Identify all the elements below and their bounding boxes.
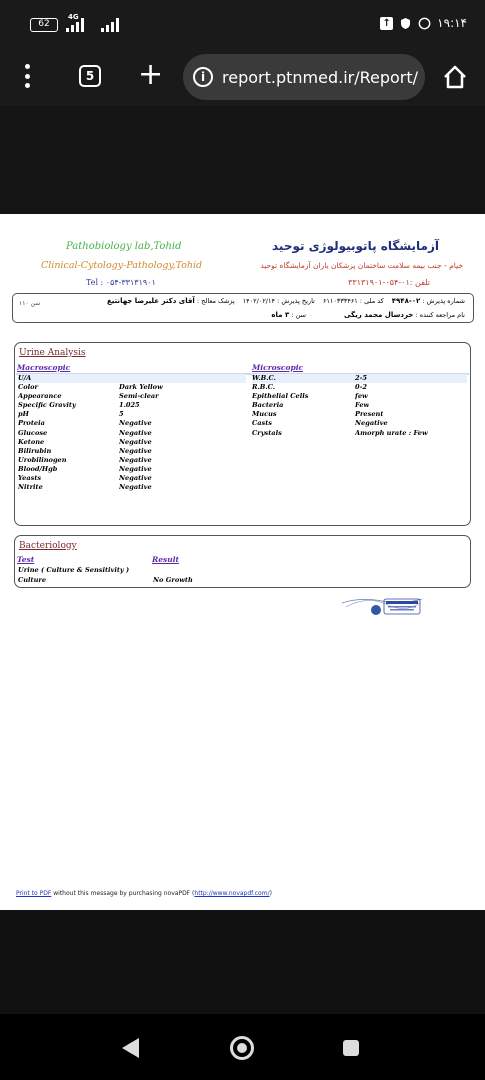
test-name: Epithelial Cells (252, 392, 309, 401)
shield-icon (399, 17, 412, 30)
test-name: Urine ( Culture & Sensitivity ) (18, 566, 130, 574)
status-right (380, 16, 467, 30)
test-name: Bilirubin (18, 446, 52, 455)
test-value: Few (355, 401, 370, 410)
lab-name-en: Pathobiology lab,Tohid (66, 241, 182, 252)
result-row (252, 429, 467, 438)
result-row (18, 576, 458, 586)
info-icon[interactable]: i (193, 67, 213, 87)
result-row (18, 419, 246, 428)
network-type: 4G (68, 13, 79, 21)
result-row (18, 447, 246, 456)
url-bar[interactable] (183, 54, 425, 100)
test-header: Test (17, 555, 35, 564)
back-icon[interactable] (122, 1038, 139, 1058)
new-tab-button[interactable]: + (138, 57, 164, 92)
bacteriology-rows (18, 566, 458, 585)
result-row (252, 401, 467, 410)
result-row (18, 401, 246, 410)
test-name: Crystals (252, 428, 282, 437)
microscopic-title: Microscopic (252, 363, 304, 372)
age-left-label: سن ۱۱۰ (19, 300, 41, 307)
clock: ۱۹:۱۴ (437, 16, 467, 30)
novapdf-link[interactable]: http://www.novapdf.com/ (194, 890, 270, 897)
microscopic-rows (252, 374, 467, 438)
urine-analysis-section (14, 342, 471, 526)
url-text[interactable]: report.ptnmed.ir/Report/ (222, 67, 419, 87)
result-row (252, 383, 467, 392)
result-row (18, 483, 246, 492)
signal-icon (66, 18, 84, 32)
home-circle-icon[interactable] (230, 1036, 254, 1060)
test-value: No Growth (153, 575, 193, 584)
patient-row-1 (107, 297, 465, 305)
bacteriology-title: Bacteriology (19, 541, 77, 551)
lab-name-fa: آزمایشگاه پاتوبیولوژی توحید (271, 239, 439, 253)
menu-dots-icon[interactable] (22, 64, 32, 88)
whatsapp-icon (418, 17, 431, 30)
status-bar (0, 0, 485, 48)
result-row (18, 438, 246, 447)
test-value: Dark Yellow (119, 383, 163, 392)
result-row (252, 410, 467, 419)
system-nav-bar (0, 1014, 485, 1080)
test-value: Negative (119, 474, 152, 483)
test-name: R.B.C. (252, 383, 276, 392)
age-field: سن : ۳ ماه (271, 311, 306, 319)
test-name: Proteia (18, 419, 45, 428)
physician-field: پزشک معالج : آقای دکتر علیرضا جهانتیغ (106, 297, 235, 305)
national-id-field: کد ملی : ۶۱۱۰۳۳۳۴۶۱ (322, 297, 384, 305)
test-name: Yeasts (18, 474, 42, 483)
test-value: Semi-clear (119, 392, 159, 401)
result-row (18, 374, 246, 383)
test-value: few (355, 392, 368, 401)
test-value: Negative (119, 455, 152, 464)
bacteriology-section (14, 535, 471, 588)
test-value: Negative (119, 464, 152, 473)
test-value: Negative (119, 437, 152, 446)
test-name: pH (18, 410, 29, 419)
test-name: Glucose (18, 428, 48, 437)
date-field: تاریخ پذیرش : ۱۴۰۲/۰۲/۱۴ (242, 297, 315, 305)
admission-field: شماره پذیرش : ۰۲-۴۹۴۸ (391, 297, 465, 305)
test-value: 1.025 (119, 401, 140, 410)
test-name: Casts (252, 419, 272, 428)
result-row (18, 383, 246, 392)
test-name: Specific Gravity (18, 401, 76, 410)
battery-icon (30, 18, 58, 32)
result-row (252, 374, 467, 383)
result-row (18, 465, 246, 474)
lab-stamp (340, 593, 424, 621)
test-value: Negative (355, 419, 388, 428)
test-name: Culture (18, 575, 47, 584)
result-row (18, 566, 458, 576)
test-value: Amorph urate : Few (355, 428, 428, 437)
test-value: 0-2 (355, 383, 367, 392)
patient-row-2 (271, 311, 465, 319)
macroscopic-title: Macroscopic (17, 363, 71, 372)
patient-info-box (12, 293, 474, 323)
battery-level: 62 (38, 19, 50, 29)
test-name: Blood/Hgb (18, 464, 58, 473)
page-bottom-gap (0, 910, 485, 1014)
test-value: Negative (119, 428, 152, 437)
test-name: Nitrite (18, 483, 43, 492)
footer-middle-text: without this message by purchasing novaPDF ( (51, 890, 195, 897)
result-row (18, 429, 246, 438)
result-row (252, 392, 467, 401)
test-name: Appearance (18, 392, 62, 401)
result-row (18, 392, 246, 401)
print-to-pdf-link[interactable]: Print to PDF (16, 890, 52, 897)
result-header: Result (152, 555, 179, 564)
test-value: Negative (119, 419, 152, 428)
test-name: Ketone (18, 437, 45, 446)
browser-toolbar (0, 48, 485, 106)
test-name: U/A (18, 374, 32, 382)
upload-icon: ↑ (380, 17, 393, 30)
macroscopic-rows (18, 374, 246, 492)
test-value: Negative (119, 446, 152, 455)
signal-sim2-icon (101, 18, 119, 32)
patient-name-field: نام مراجعه کننده : خردسال محمد ریگی (343, 311, 465, 319)
test-value: Negative (119, 483, 152, 492)
test-name: Bacteria (252, 401, 284, 410)
result-row (18, 456, 246, 465)
home-icon[interactable] (442, 64, 468, 90)
result-row (252, 419, 467, 428)
recents-icon[interactable] (343, 1040, 359, 1056)
result-row (18, 410, 246, 419)
page-top-gap (0, 106, 485, 214)
report-page (0, 214, 485, 910)
footer-end-text: ) (269, 890, 272, 897)
urine-analysis-title: Urine Analysis (19, 348, 86, 358)
test-value: 5 (119, 410, 124, 419)
lab-subtitle-en: Clinical-Cytology-Pathology,Tohid (41, 260, 203, 271)
test-name: Urobilinogen (18, 455, 67, 464)
lab-tel-fa: تلفن :۰۱-۰۵۴-۳۳۱۳۱۹۰۱ (348, 278, 430, 287)
pdf-footer-note (16, 890, 272, 897)
test-name: W.B.C. (252, 374, 276, 382)
test-value: Present (355, 410, 384, 419)
test-value: 2-5 (355, 374, 367, 382)
tabs-button[interactable]: 5 (79, 65, 101, 87)
lab-address-fa: خیام - جنب بیمه سلامت ساختمان پزشکان باران آزمایشگاه توحید (260, 261, 463, 270)
test-name: Mucus (252, 410, 277, 419)
test-name: Color (18, 383, 39, 392)
result-row (18, 474, 246, 483)
lab-tel-en: Tel : ۰۵۴-۳۳۱۳۱۹۰۱ (86, 278, 156, 287)
